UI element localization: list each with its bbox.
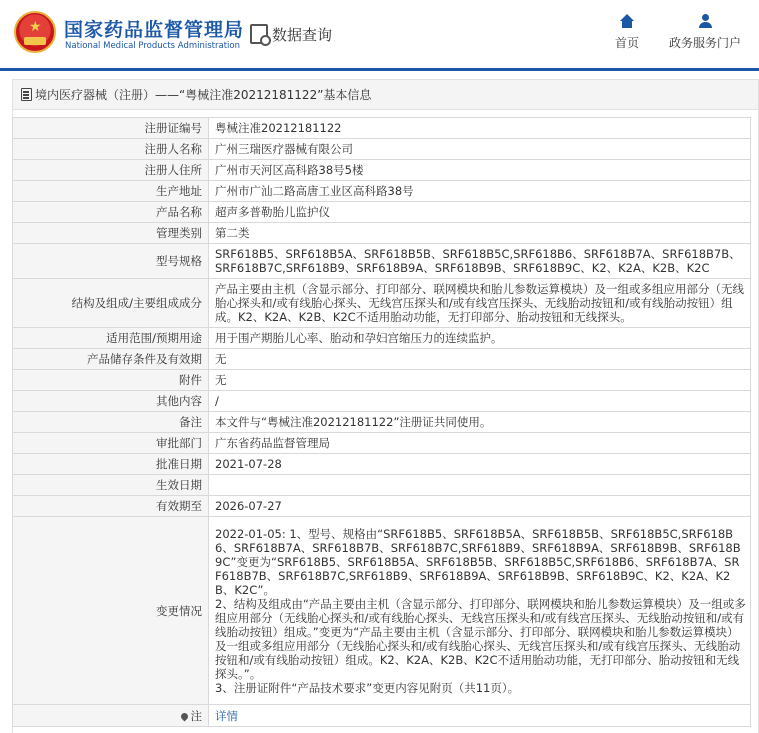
row-value: 超声多普勒胎儿监护仪 [209,202,751,223]
row-value [209,475,751,496]
row-label: 结构及组成/主要组成成分 [13,279,209,328]
table-row [13,705,751,727]
table-row [13,517,751,705]
row-label: 注册人名称 [13,139,209,160]
org-name-en: National Medical Products Administration [65,41,240,51]
row-label: 有效期至 [13,496,209,517]
row-value: 广州市广汕二路高唐工业区高科路38号 [209,181,751,202]
detail-table [12,117,751,727]
row-label: 变更情况 [13,517,209,705]
table-row [13,412,751,433]
table-row [13,279,751,328]
row-value: 产品主要由主机（含显示部分、打印部分、联网模块和胎儿参数运算模块）及一组或多组应用部分（无线胎心探头和/或有线胎心探头、无线宫压探头和/或有线宫压探头、无线胎动按钮和/或有线胎动按钮）组成。K2、K2A、K2B、K2C不适用胎动功能，无打印部分、胎动按钮和无线探头。 [209,279,751,328]
row-label: 型号规格 [13,244,209,279]
table-row [13,349,751,370]
nav-service-portal[interactable] [662,14,748,51]
breadcrumb [12,79,759,110]
row-value: / [209,391,751,412]
note-label: 注 [190,708,202,723]
row-label: 注册证编号 [13,118,209,139]
row-label: 附件 [13,370,209,391]
national-emblem-logo: ★ [14,11,56,53]
table-row [13,391,751,412]
site-header [0,0,759,68]
row-value: 本文件与“粤械注准20212181122”注册证共同使用。 [209,412,751,433]
row-label: 注册人住所 [13,160,209,181]
nav-home[interactable] [610,14,644,51]
table-row [13,202,751,223]
table-row [13,475,751,496]
row-value: 广东省药品监督管理局 [209,433,751,454]
row-label: 审批部门 [13,433,209,454]
row-label: 批准日期 [13,454,209,475]
pin-icon [179,711,189,721]
row-label: 生效日期 [13,475,209,496]
nav-service-label: 政务服务门户 [668,36,741,50]
row-label: 管理类别 [13,223,209,244]
row-label: 产品名称 [13,202,209,223]
row-value: 2021-07-28 [209,454,751,475]
row-value: 粤械注准20212181122 [209,118,751,139]
table-row [13,244,751,279]
data-query-label: 数据查询 [272,25,333,44]
table-row [13,328,751,349]
document-icon [21,88,32,101]
row-label: 生产地址 [13,181,209,202]
table-row [13,454,751,475]
nav-home-label: 首页 [614,36,639,50]
details-link[interactable]: 详情 [209,705,751,727]
row-value: 广州市天河区高科路38号5楼 [209,160,751,181]
row-label: 其他内容 [13,391,209,412]
row-value: 2026-07-27 [209,496,751,517]
row-value: SRF618B5、SRF618B5A、SRF618B5B、SRF618B5C,SRF618B6、SRF618B7A、SRF618B7B、SRF618B7C,SRF618B9、SRF618B9A、SRF618B9B、SRF618B9C、K2、K2A、K2B、K2C [209,244,751,279]
table-row [13,433,751,454]
table-row [13,370,751,391]
document-search-icon [250,24,268,44]
home-icon [620,14,634,28]
row-label: 备注 [13,412,209,433]
table-row [13,223,751,244]
table-row [13,496,751,517]
row-value: 用于围产期胎儿心率、胎动和孕妇宫缩压力的连续监护。 [209,328,751,349]
table-row [13,118,751,139]
table-row [13,139,751,160]
note-label-cell [13,705,209,727]
table-row [13,160,751,181]
breadcrumb-text: 境内医疗器械（注册）——“粤械注准20212181122”基本信息 [35,88,372,102]
row-value: 广州三瑞医疗器械有限公司 [209,139,751,160]
row-label: 产品储存条件及有效期 [13,349,209,370]
data-query-link[interactable] [250,23,332,45]
header-divider [0,68,759,71]
row-value: 无 [209,370,751,391]
table-row [13,181,751,202]
user-icon [698,14,712,28]
org-name-cn[interactable]: 国家药品监督管理局 [64,19,245,41]
row-value: 无 [209,349,751,370]
row-label: 适用范围/预期用途 [13,328,209,349]
row-value: 第二类 [209,223,751,244]
change-history-value: 2022-01-05: 1、型号、规格由“SRF618B5、SRF618B5A、SRF618B5B、SRF618B5C,SRF618B6、SRF618B7A、SRF618B7B、SRF618B7C,SRF618B9、SRF618B9A、SRF618B9B、SRF618B9C”变更为“SRF618B5、SRF618B5A、SRF618B5B、SRF618B5C,SRF618B6、SRF618B7A、SRF618B7B、SRF618B7C,SRF618B9、SRF618B9A、SRF618B9B、SRF618B9C、K2、K2A、K2B、K2C”。 2、结构及组成由“产品主要由主机（含显示部分、打印部分、联网模块和胎儿参数运算模块）及一组或多组应用部分（无线胎心探头和/或有线胎心探头、无线宫压探头和/或有线宫压探头、无线胎动按钮和/或有线胎动按钮）组成。”变更为“产品主要由主机（含显示部分、打印部分、联网模块和胎儿参数运算模块）及一组或多组应用部分（无线胎心探头和/或有线胎心探头、无线宫压探头和/或有线宫压探头、无线胎动按钮和/或有线胎动按钮）组成。K2、K2A、K2B、K2C不适用胎动功能，无打印部分、胎动按钮和无线探头。”。 3、注册证附件“产品技术要求”变更内容见附页（共11页）。 [209,517,751,705]
